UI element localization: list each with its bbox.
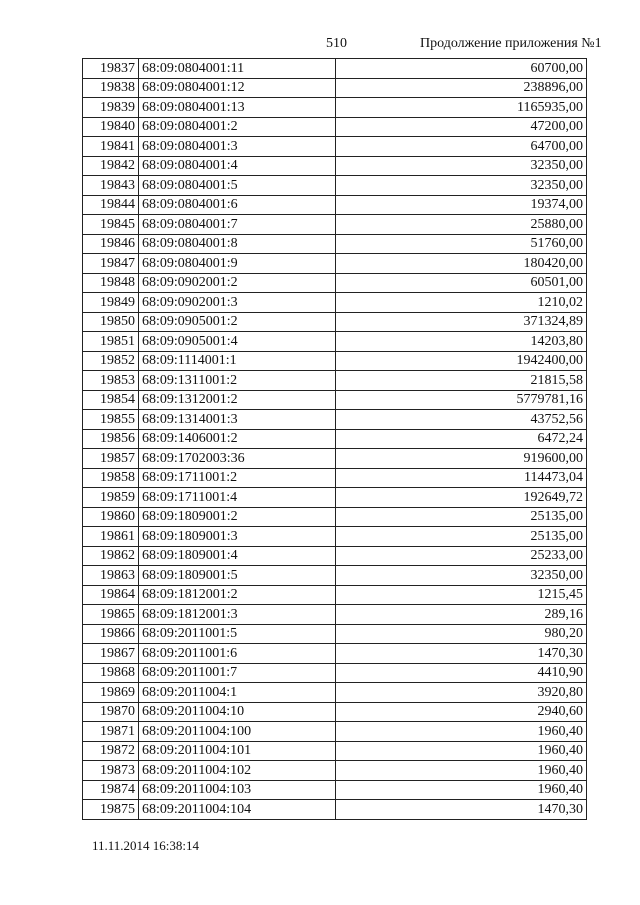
row-number: 19845 — [83, 215, 139, 235]
cadastral-value: 919600,00 — [336, 449, 587, 469]
row-number: 19875 — [83, 800, 139, 820]
cadastral-number: 68:09:0804001:4 — [139, 156, 336, 176]
table-row — [83, 663, 587, 683]
row-number: 19857 — [83, 449, 139, 469]
row-number: 19849 — [83, 293, 139, 313]
cadastral-value: 32350,00 — [336, 566, 587, 586]
cadastral-number: 68:09:2011004:103 — [139, 780, 336, 800]
cadastral-number: 68:09:1809001:3 — [139, 527, 336, 547]
cadastral-value: 6472,24 — [336, 429, 587, 449]
row-number: 19859 — [83, 488, 139, 508]
table-row — [83, 390, 587, 410]
row-number: 19851 — [83, 332, 139, 352]
row-number: 19868 — [83, 663, 139, 683]
cadastral-value: 25135,00 — [336, 527, 587, 547]
cadastral-value: 60700,00 — [336, 59, 587, 79]
cadastral-number: 68:09:0804001:5 — [139, 176, 336, 196]
table-row — [83, 254, 587, 274]
cadastral-number: 68:09:2011004:100 — [139, 722, 336, 742]
cadastral-number: 68:09:1812001:2 — [139, 585, 336, 605]
cadastral-value: 1960,40 — [336, 761, 587, 781]
table-row — [83, 117, 587, 137]
row-number: 19864 — [83, 585, 139, 605]
row-number: 19840 — [83, 117, 139, 137]
cadastral-number: 68:09:1406001:2 — [139, 429, 336, 449]
cadastral-value: 21815,58 — [336, 371, 587, 391]
row-number: 19853 — [83, 371, 139, 391]
cadastral-number: 68:09:0905001:4 — [139, 332, 336, 352]
table-row — [83, 59, 587, 79]
cadastral-number: 68:09:0804001:7 — [139, 215, 336, 235]
table-row — [83, 449, 587, 469]
cadastral-value: 3920,80 — [336, 683, 587, 703]
cadastral-value: 980,20 — [336, 624, 587, 644]
row-number: 19850 — [83, 312, 139, 332]
cadastral-value: 1215,45 — [336, 585, 587, 605]
row-number: 19863 — [83, 566, 139, 586]
table-row — [83, 702, 587, 722]
cadastral-value: 14203,80 — [336, 332, 587, 352]
table-row — [83, 429, 587, 449]
table-row — [83, 215, 587, 235]
row-number: 19866 — [83, 624, 139, 644]
row-number: 19837 — [83, 59, 139, 79]
cadastral-number: 68:09:0804001:13 — [139, 98, 336, 118]
cadastral-value: 114473,04 — [336, 468, 587, 488]
cadastral-value: 1165935,00 — [336, 98, 587, 118]
cadastral-number: 68:09:1812001:3 — [139, 605, 336, 625]
table-row — [83, 546, 587, 566]
table-row — [83, 137, 587, 157]
cadastral-value: 4410,90 — [336, 663, 587, 683]
cadastral-value: 25233,00 — [336, 546, 587, 566]
table-row — [83, 683, 587, 703]
table-row — [83, 722, 587, 742]
cadastral-table — [82, 58, 587, 820]
row-number: 19842 — [83, 156, 139, 176]
cadastral-number: 68:09:0804001:12 — [139, 78, 336, 98]
row-number: 19871 — [83, 722, 139, 742]
table-row — [83, 78, 587, 98]
cadastral-value: 371324,89 — [336, 312, 587, 332]
table-row — [83, 488, 587, 508]
row-number: 19846 — [83, 234, 139, 254]
cadastral-number: 68:09:2011001:7 — [139, 663, 336, 683]
table-row — [83, 195, 587, 215]
row-number: 19862 — [83, 546, 139, 566]
cadastral-value: 25135,00 — [336, 507, 587, 527]
cadastral-value: 25880,00 — [336, 215, 587, 235]
table-row — [83, 468, 587, 488]
table-row — [83, 293, 587, 313]
cadastral-value: 2940,60 — [336, 702, 587, 722]
cadastral-value: 32350,00 — [336, 156, 587, 176]
table-row — [83, 527, 587, 547]
print-timestamp: 11.11.2014 16:38:14 — [92, 838, 200, 853]
table-row — [83, 371, 587, 391]
row-number: 19858 — [83, 468, 139, 488]
cadastral-value: 19374,00 — [336, 195, 587, 215]
table-row — [83, 234, 587, 254]
row-number: 19841 — [83, 137, 139, 157]
table-row — [83, 566, 587, 586]
cadastral-number: 68:09:1114001:1 — [139, 351, 336, 371]
cadastral-value: 1470,30 — [336, 800, 587, 820]
cadastral-number: 68:09:1809001:4 — [139, 546, 336, 566]
table-row — [83, 332, 587, 352]
cadastral-number: 68:09:0804001:2 — [139, 117, 336, 137]
table-row — [83, 351, 587, 371]
cadastral-value: 180420,00 — [336, 254, 587, 274]
row-number: 19843 — [83, 176, 139, 196]
cadastral-value: 5779781,16 — [336, 390, 587, 410]
cadastral-number: 68:09:2011004:104 — [139, 800, 336, 820]
table-row — [83, 761, 587, 781]
table-row — [83, 176, 587, 196]
cadastral-number: 68:09:0804001:8 — [139, 234, 336, 254]
cadastral-value: 1960,40 — [336, 722, 587, 742]
cadastral-number: 68:09:1314001:3 — [139, 410, 336, 430]
cadastral-number: 68:09:1711001:4 — [139, 488, 336, 508]
cadastral-number: 68:09:1312001:2 — [139, 390, 336, 410]
row-number: 19854 — [83, 390, 139, 410]
row-number: 19874 — [83, 780, 139, 800]
cadastral-number: 68:09:1809001:2 — [139, 507, 336, 527]
row-number: 19870 — [83, 702, 139, 722]
cadastral-value: 51760,00 — [336, 234, 587, 254]
row-number: 19847 — [83, 254, 139, 274]
row-number: 19852 — [83, 351, 139, 371]
cadastral-value: 1960,40 — [336, 780, 587, 800]
cadastral-number: 68:09:2011004:10 — [139, 702, 336, 722]
cadastral-number: 68:09:2011001:6 — [139, 644, 336, 664]
table-row — [83, 780, 587, 800]
row-number: 19872 — [83, 741, 139, 761]
cadastral-value: 192649,72 — [336, 488, 587, 508]
table-row — [83, 312, 587, 332]
cadastral-number: 68:09:0902001:3 — [139, 293, 336, 313]
cadastral-value: 289,16 — [336, 605, 587, 625]
row-number: 19867 — [83, 644, 139, 664]
table-row — [83, 800, 587, 820]
table-row — [83, 605, 587, 625]
cadastral-number: 68:09:0804001:9 — [139, 254, 336, 274]
cadastral-number: 68:09:2011001:5 — [139, 624, 336, 644]
row-number: 19839 — [83, 98, 139, 118]
row-number: 19873 — [83, 761, 139, 781]
cadastral-value: 1210,02 — [336, 293, 587, 313]
cadastral-number: 68:09:1311001:2 — [139, 371, 336, 391]
cadastral-number: 68:09:2011004:101 — [139, 741, 336, 761]
page-caption: Продолжение приложения №1 — [420, 36, 602, 51]
table-row — [83, 98, 587, 118]
row-number: 19869 — [83, 683, 139, 703]
cadastral-number: 68:09:1809001:5 — [139, 566, 336, 586]
cadastral-number: 68:09:2011004:102 — [139, 761, 336, 781]
row-number: 19860 — [83, 507, 139, 527]
table-row — [83, 624, 587, 644]
row-number: 19848 — [83, 273, 139, 293]
cadastral-number: 68:09:0804001:3 — [139, 137, 336, 157]
row-number: 19838 — [83, 78, 139, 98]
row-number: 19855 — [83, 410, 139, 430]
table-row — [83, 507, 587, 527]
cadastral-number: 68:09:2011004:1 — [139, 683, 336, 703]
cadastral-number: 68:09:0905001:2 — [139, 312, 336, 332]
cadastral-number: 68:09:1711001:2 — [139, 468, 336, 488]
cadastral-value: 1470,30 — [336, 644, 587, 664]
cadastral-value: 32350,00 — [336, 176, 587, 196]
page-number: 510 — [326, 36, 347, 51]
cadastral-number: 68:09:1702003:36 — [139, 449, 336, 469]
table-row — [83, 156, 587, 176]
cadastral-value: 43752,56 — [336, 410, 587, 430]
table-row — [83, 410, 587, 430]
table-row — [83, 585, 587, 605]
row-number: 19861 — [83, 527, 139, 547]
cadastral-value: 238896,00 — [336, 78, 587, 98]
cadastral-value: 1942400,00 — [336, 351, 587, 371]
table-row — [83, 741, 587, 761]
cadastral-number: 68:09:0902001:2 — [139, 273, 336, 293]
row-number: 19856 — [83, 429, 139, 449]
cadastral-value: 60501,00 — [336, 273, 587, 293]
row-number: 19865 — [83, 605, 139, 625]
table-row — [83, 644, 587, 664]
row-number: 19844 — [83, 195, 139, 215]
cadastral-number: 68:09:0804001:11 — [139, 59, 336, 79]
cadastral-value: 64700,00 — [336, 137, 587, 157]
cadastral-number: 68:09:0804001:6 — [139, 195, 336, 215]
cadastral-table-body — [83, 59, 587, 820]
table-row — [83, 273, 587, 293]
cadastral-value: 47200,00 — [336, 117, 587, 137]
cadastral-value: 1960,40 — [336, 741, 587, 761]
